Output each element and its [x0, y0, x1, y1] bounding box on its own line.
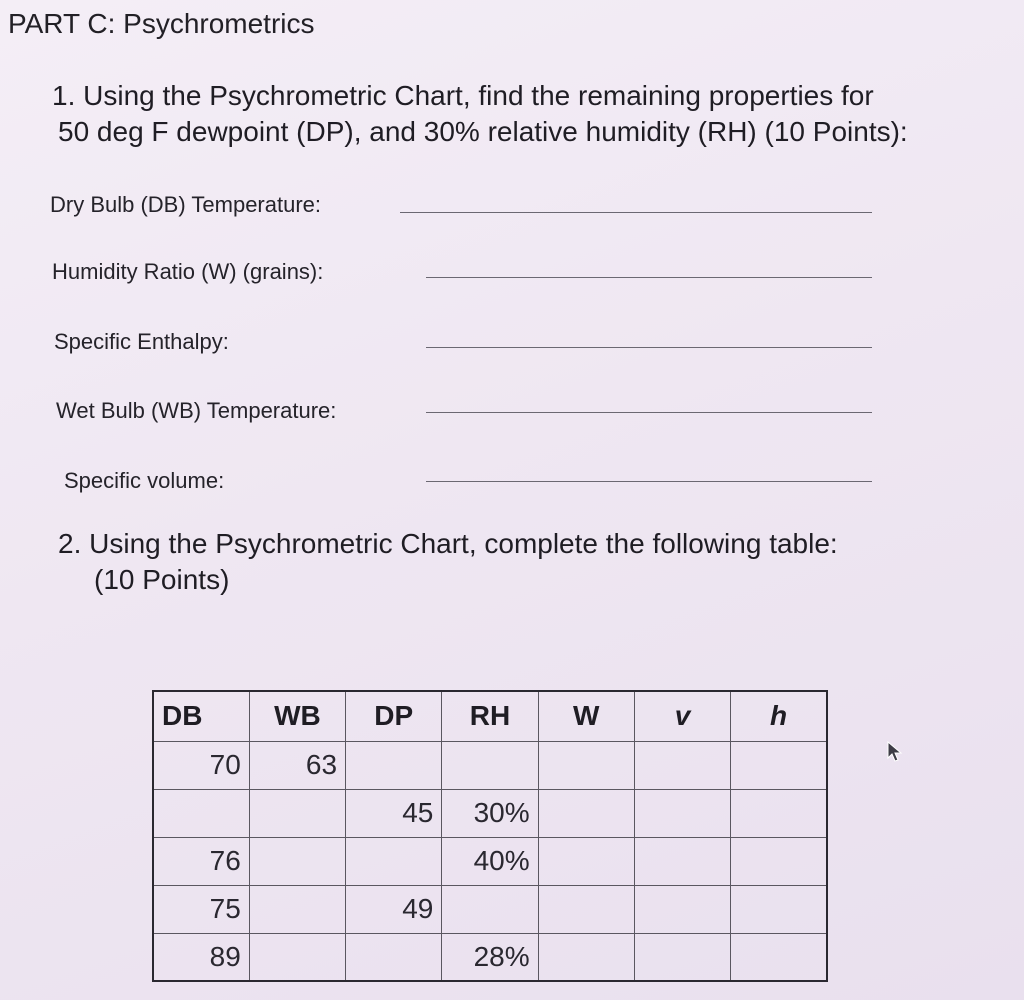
table-cell[interactable]: [538, 789, 634, 837]
table-row: [153, 837, 827, 885]
header-wb: WB: [249, 691, 345, 741]
table-cell[interactable]: [346, 933, 442, 981]
table-cell[interactable]: 89: [153, 933, 249, 981]
table-cell[interactable]: [346, 837, 442, 885]
header-dp: DP: [346, 691, 442, 741]
table-cell[interactable]: 40%: [442, 837, 538, 885]
table-cell[interactable]: [634, 837, 730, 885]
table-cell[interactable]: [538, 837, 634, 885]
question-2-line-1: 2. Using the Psychrometric Chart, complete the following table:: [58, 528, 838, 559]
table-row: [153, 789, 827, 837]
field-label-dry-bulb: Dry Bulb (DB) Temperature:: [50, 192, 322, 217]
field-label-wet-bulb: Wet Bulb (WB) Temperature:: [56, 398, 337, 423]
table-cell[interactable]: [249, 885, 345, 933]
question-1: [52, 78, 908, 150]
answer-line-humidity-ratio[interactable]: [426, 277, 872, 278]
table-row: [153, 885, 827, 933]
table-cell[interactable]: [442, 741, 538, 789]
field-label-specific-volume: Specific volume:: [64, 468, 225, 493]
table-cell[interactable]: 49: [346, 885, 442, 933]
question-2: [58, 526, 838, 598]
header-v: v: [634, 691, 730, 741]
question-1-line-2: 50 deg F dewpoint (DP), and 30% relative humidity (RH) (10 Points):: [58, 116, 908, 147]
table-cell[interactable]: [731, 789, 827, 837]
question-2-line-2: (10 Points): [94, 564, 230, 595]
answer-line-specific-enthalpy[interactable]: [426, 347, 872, 348]
table-cell[interactable]: 30%: [442, 789, 538, 837]
table-cell[interactable]: [249, 789, 345, 837]
table-cell[interactable]: [538, 741, 634, 789]
table-row: [153, 741, 827, 789]
table-cell[interactable]: [538, 933, 634, 981]
table-cell[interactable]: [731, 741, 827, 789]
header-rh: RH: [442, 691, 538, 741]
answer-line-specific-volume[interactable]: [426, 481, 872, 482]
table-cell[interactable]: [538, 885, 634, 933]
table-cell[interactable]: [442, 885, 538, 933]
table-cell[interactable]: 45: [346, 789, 442, 837]
table-cell[interactable]: [634, 741, 730, 789]
table-cell[interactable]: [634, 789, 730, 837]
table-cell[interactable]: 28%: [442, 933, 538, 981]
table-cell[interactable]: [346, 741, 442, 789]
table-cell[interactable]: [634, 933, 730, 981]
table-cell[interactable]: 70: [153, 741, 249, 789]
table-cell[interactable]: [249, 837, 345, 885]
table-header-row: [153, 691, 827, 741]
table-cell[interactable]: [731, 837, 827, 885]
header-db: DB: [153, 691, 249, 741]
table-cell[interactable]: 63: [249, 741, 345, 789]
part-title: PART C: Psychrometrics: [8, 8, 315, 39]
table-cell[interactable]: [153, 789, 249, 837]
table-cell[interactable]: [249, 933, 345, 981]
table-cell[interactable]: 76: [153, 837, 249, 885]
field-label-humidity-ratio: Humidity Ratio (W) (grains):: [52, 259, 324, 284]
header-h: h: [731, 691, 827, 741]
header-w: W: [538, 691, 634, 741]
question-1-line-1: 1. Using the Psychrometric Chart, find the remaining properties for: [52, 80, 874, 111]
mouse-pointer-icon: [886, 740, 904, 771]
table-cell[interactable]: [731, 885, 827, 933]
table-cell[interactable]: 75: [153, 885, 249, 933]
field-label-specific-enthalpy: Specific Enthalpy:: [54, 329, 229, 354]
table-cell[interactable]: [634, 885, 730, 933]
answer-line-dry-bulb[interactable]: [400, 212, 872, 213]
answer-line-wet-bulb[interactable]: [426, 412, 872, 413]
psychrometric-table: [152, 690, 828, 982]
table-cell[interactable]: [731, 933, 827, 981]
table-row: [153, 933, 827, 981]
